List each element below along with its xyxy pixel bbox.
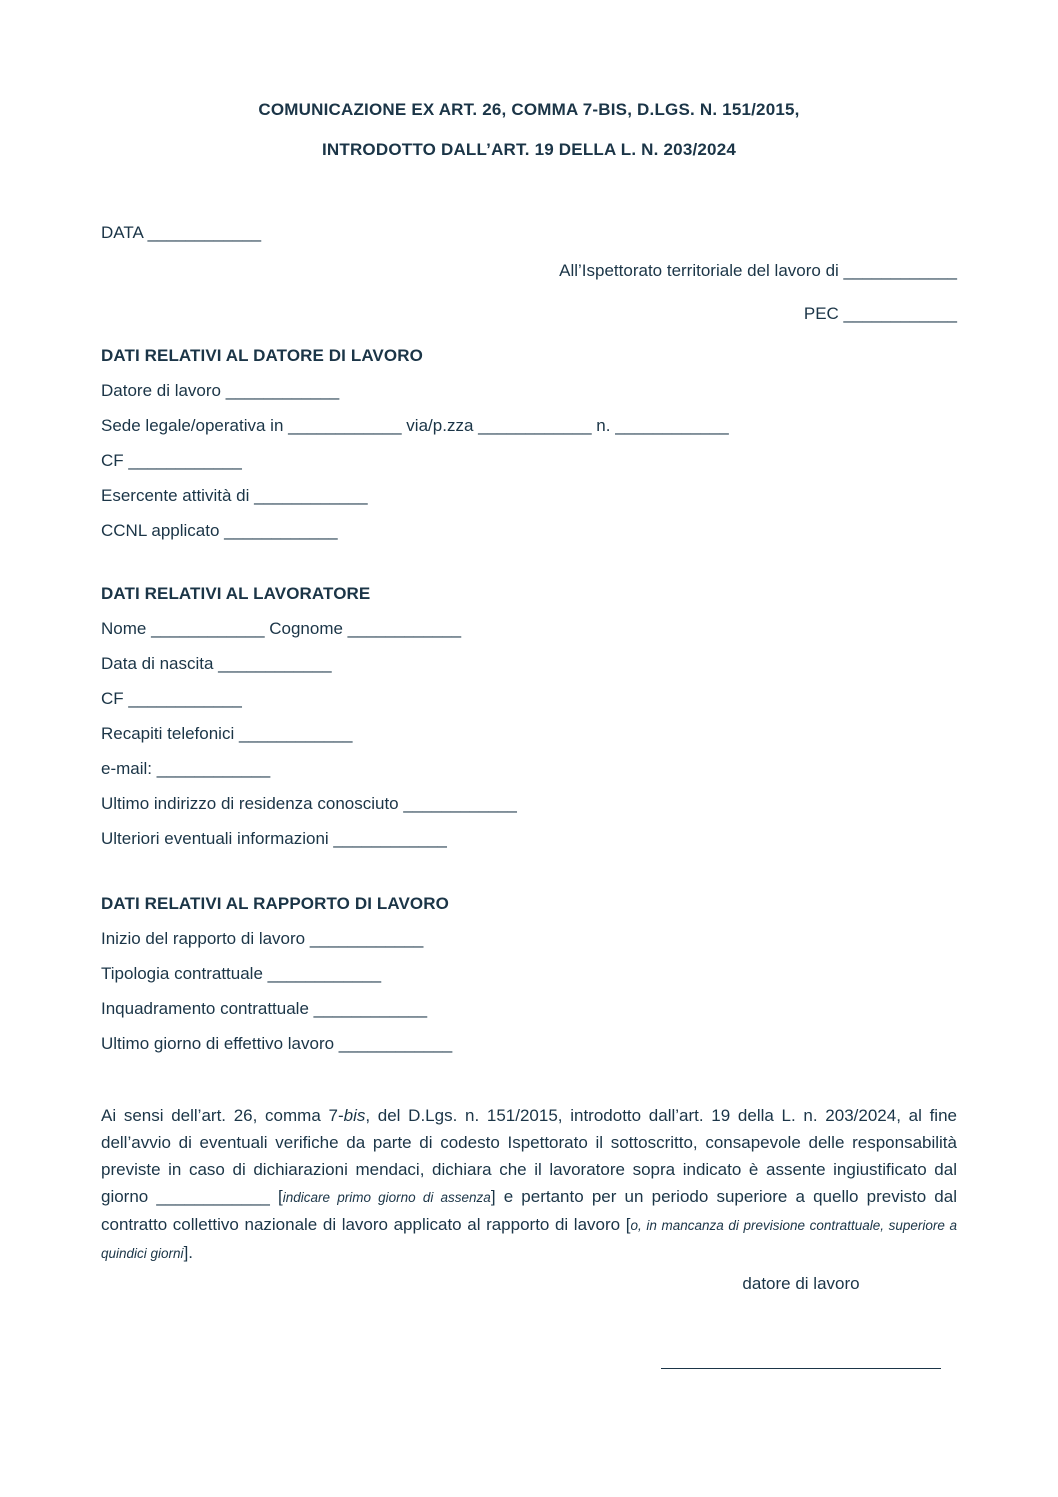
pec-line: PEC ____________	[803, 304, 957, 323]
signature-line	[661, 1368, 941, 1369]
declaration-bis-italic: bis	[343, 1106, 366, 1125]
declaration-part-3: e pertanto per un periodo superiore a quello previsto dal contratto collettivo nazionale di lavoro applicato al rapporto di lavoro	[101, 1187, 957, 1234]
declaration-bracket1-open: [	[278, 1187, 283, 1206]
worker-field-email: e-mail: ____________	[101, 759, 271, 778]
date-line: DATA ____________	[101, 223, 262, 242]
worker-field-nome-cognome: Nome ____________ Cognome ____________	[101, 619, 462, 638]
declaration-note-primo-giorno: indicare primo giorno di assenza	[282, 1190, 491, 1205]
worker-field-ulteriori-informazioni: Ulteriori eventuali informazioni ____________	[101, 829, 447, 848]
recipient-line: All’Ispettorato territoriale del lavoro di ____________	[559, 261, 957, 280]
worker-field-cf: CF ____________	[101, 689, 242, 708]
employment-section-heading: DATI RELATIVI AL RAPPORTO DI LAVORO	[101, 894, 449, 913]
signature-block	[661, 1273, 941, 1369]
worker-field-data-di-nascita: Data di nascita ____________	[101, 654, 332, 673]
title-line-2: INTRODOTTO DALL’ART. 19 DELLA L. N. 203/2024	[321, 140, 737, 159]
worker-field-ultimo-indirizzo: Ultimo indirizzo di residenza conosciuto ____________	[101, 794, 517, 813]
employer-field-cf: CF ____________	[101, 451, 242, 470]
employer-section-heading: DATI RELATIVI AL DATORE DI LAVORO	[101, 346, 423, 365]
signature-label: datore di lavoro	[742, 1274, 860, 1293]
declaration-bracket1-close: ]	[490, 1187, 496, 1206]
title-line-1: COMUNICAZIONE EX ART. 26, COMMA 7-BIS, D.LGS. N. 151/2015,	[258, 100, 800, 119]
declaration-part-2: , del D.Lgs. n. 151/2015, introdotto dall’art. 19 della L. n. 203/2024, al fine dell’avvio di eventuali verifiche da parte di codesto Ispettorato il sottoscritto, consapevole delle responsabilità previste in caso di dichiarazioni mendaci, dichiara che il lavoratore sopra indicato è assente ingiustificato dal giorno ____________	[101, 1106, 957, 1206]
employment-field-ultimo-giorno-lavoro: Ultimo giorno di effettivo lavoro ____________	[101, 1034, 453, 1053]
declaration-paragraph	[101, 1102, 957, 1267]
declaration-bracket2-open: [	[625, 1215, 631, 1234]
employer-field-esercente-attivita: Esercente attività di ____________	[101, 486, 368, 505]
employment-field-inquadramento-contrattuale: Inquadramento contrattuale ____________	[101, 999, 428, 1018]
declaration-part-1: Ai sensi dell’art. 26, comma 7-	[101, 1106, 344, 1125]
worker-field-recapiti-telefonici: Recapiti telefonici ____________	[101, 724, 353, 743]
employer-field-datore-di-lavoro: Datore di lavoro ____________	[101, 381, 340, 400]
employer-field-ccnl-applicato: CCNL applicato ____________	[101, 521, 338, 540]
employer-field-sede-legale: Sede legale/operativa in ____________ via/p.zza ____________ n. ____________	[101, 416, 729, 435]
employment-field-inizio-rapporto: Inizio del rapporto di lavoro ____________	[101, 929, 424, 948]
declaration-bracket2-close: ].	[183, 1243, 194, 1262]
declaration-note-quindici-giorni: o, in mancanza di previsione contrattuale, superiore a quindici giorni	[101, 1218, 958, 1261]
employment-field-tipologia-contrattuale: Tipologia contrattuale ____________	[101, 964, 382, 983]
worker-section-heading: DATI RELATIVI AL LAVORATORE	[101, 584, 371, 603]
